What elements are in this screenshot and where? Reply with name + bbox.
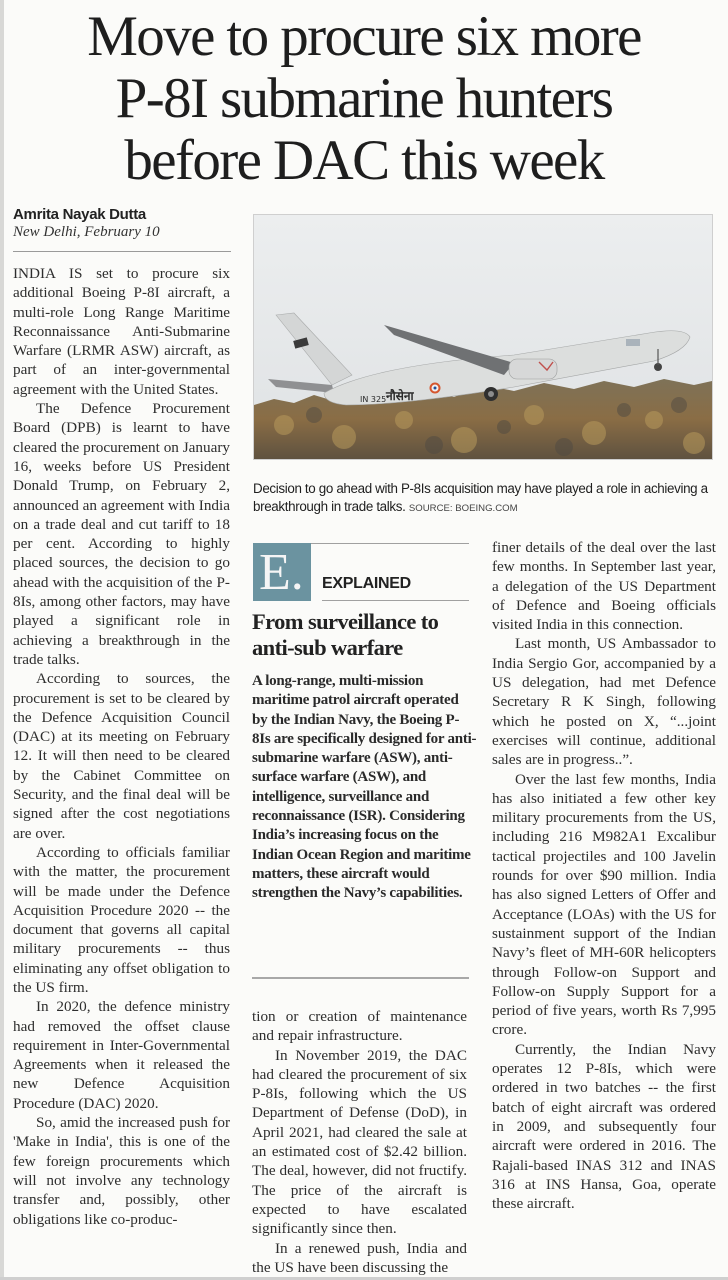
- p8i-aircraft-image: [254, 215, 712, 459]
- paragraph: In 2020, the defence ministry had removed the offset clause requirement in Inter-Governmental Agreements when it released the new Defence Acquisition Procedure (DAC) 2020.: [13, 998, 230, 1112]
- paragraph: In November 2019, the DAC had cleared the procurement of six P-8Is, following which the US Department of Defense (DoD), in April 2021, had cleared the sale at an estimated cost of $2.42 billion. The deal, however, did not fructify. The price of the aircraft is expected to have escalated significantly since then.: [252, 1046, 467, 1238]
- explained-top-rule: [311, 543, 469, 544]
- explained-title: From surveillance to anti-sub warfare: [252, 609, 439, 660]
- article-column-2: [252, 1007, 467, 1277]
- paragraph: According to sources, the procurement is set to be cleared by the Defence Acquisition Council (DAC) at its meeting on February 12. It will then need to be cleared by the Cabinet Committee on Security, and the final deal will be signed after the cost negotiations are over.: [13, 670, 230, 842]
- byline-divider: [13, 251, 231, 252]
- article-column-3: [492, 538, 716, 1213]
- paragraph: finer details of the deal over the last few months. In September last year, a delegation of the US Department of Defence and Boeing officials visited India in this connection.: [492, 539, 716, 634]
- headline: [10, 6, 718, 192]
- paragraph: INDIA IS set to procure six additional Boeing P-8I aircraft, a multi-role Long Range Maritime Reconnaissance Anti-Submarine Warfare (LRMR ASW) aircraft, as part of an inter-governmental agreement with the United States.: [13, 265, 230, 398]
- article-column-1: [13, 264, 230, 1229]
- aircraft-hindi-marking: नौसेना: [386, 389, 414, 403]
- photo-caption: [253, 480, 723, 518]
- explained-label: EXPLAINED: [322, 575, 411, 592]
- paragraph: So, amid the increased push for 'Make in India', this is one of the few foreign procurements which will not involve any technology transfer and, possibly, other obligations like co-produc-: [13, 1114, 230, 1228]
- paragraph: Over the last few months, India has also initiated a few other key military procurements from the US, including 216 M982A1 Excalibur tactical projectiles and 100 Javelin rounds for over $90 million. India has also signed Letters of Offer and Acceptance (LOAs) with the US for sustainment support of the Indian Navy’s fleet of MH-60R helicopters through Follow-on Support and Follow-on Supply Support for a period of five years, worth Rs 7,995 crore.: [492, 770, 716, 1039]
- aircraft-photo: [253, 214, 713, 460]
- paragraph: According to officials familiar with the matter, the procurement will be made under the Defence Acquisition Procedure 2020 -- the document that governs all capital military procurements -- thus eliminating any offset obligation to the US firm.: [13, 843, 230, 996]
- aircraft-registration-mark: IN 325: [360, 395, 387, 404]
- paragraph: The Defence Procurement Board (DPB) is learnt to have cleared the procurement on January 16, weeks before US President Donald Trump, on February 2, announced an agreement with India on a trade deal and cut tariff to 18 per cent. According to highly placed sources, the decision to go ahead with the acquisition of the P-8Is, among other factors, may have played a significant role in achieving a breakthrough in the trade talks.: [13, 400, 230, 668]
- headline-line: before DAC this week: [124, 129, 604, 192]
- headline-line: Move to procure six more: [87, 5, 641, 68]
- photo-source: SOURCE: BOEING.COM: [408, 503, 518, 514]
- explained-bottom-rule: [322, 600, 469, 601]
- explained-body: A long-range, multi-mission maritime patrol aircraft operated by the Indian Navy, the Boeing P-8Is are specifically designed for anti-submarine warfare (ASW), anti-surface warfare (ASW), and intelligence, surveillance and reconnaissance (ISR). Considering India’s increasing focus on the Indian Ocean Region and maritime matters, these aircraft would strengthen the Navy’s capabilities.: [252, 673, 477, 902]
- paragraph: tion or creation of maintenance and repair infrastructure.: [252, 1008, 467, 1045]
- author-name: Amrita Nayak Dutta: [13, 206, 146, 223]
- paragraph: Last month, US Ambassador to India Sergio Gor, accompanied by a US delegation, had met Defence Secretary R K Singh, following which he posted on X, “...joint exercises will continue, additional sales are in progress..”.: [492, 635, 716, 769]
- headline-line: P-8I submarine hunters: [115, 67, 613, 130]
- paragraph: In a renewed push, India and the US have been discussing the: [252, 1239, 467, 1276]
- caption-text: Decision to go ahead with P-8Is acquisition may have played a role in achieving a breakthrough in trade talks.: [253, 481, 708, 514]
- dateline: New Delhi, February 10: [13, 224, 160, 240]
- page-edge: [0, 0, 4, 1280]
- paragraph: Currently, the Indian Navy operates 12 P-8Is, which were ordered in two batches -- the first batch of eight aircraft was ordered in 2009, and subsequently four aircraft were ordered in 2016. The Rajali-based INAS 312 and INAS 316 at INS Hansa, Goa, operate these aircraft.: [492, 1040, 716, 1213]
- explained-logo: [253, 543, 311, 601]
- explained-logo-letter: E.: [259, 544, 304, 601]
- explained-end-divider: [252, 977, 469, 979]
- byline: [13, 206, 233, 241]
